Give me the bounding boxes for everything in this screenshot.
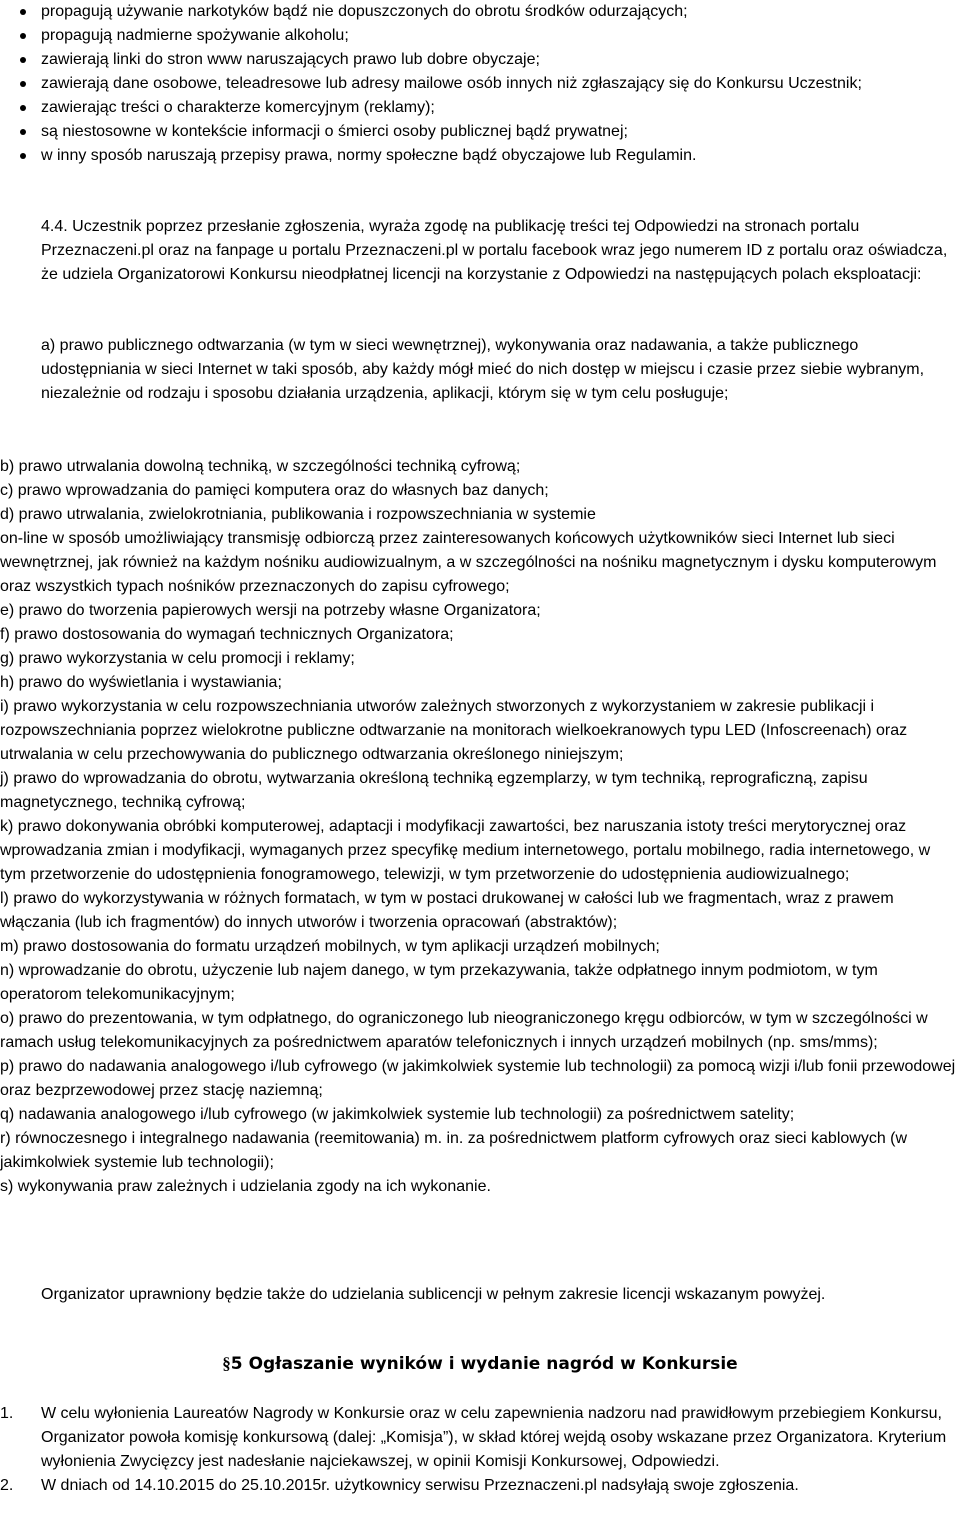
bullet-icon bbox=[20, 57, 26, 63]
list-item bbox=[0, 1474, 960, 1498]
list-item: i) prawo wykorzystania w celu rozpowszechniania utworów zależnych stworzonych z wykorzystaniem w zakresie publikacji i rozpowszechniania poprzez wielokrotne publiczne odtwarzanie na monitorach wielkoekranowych typu LED (Infoscreenach) oraz utrwalania w celu przechowywania do publicznego odtwarzania określonego niniejszym; bbox=[0, 698, 908, 763]
list-item bbox=[0, 1402, 960, 1474]
list-item: k) prawo dokonywania obróbki komputerowej, adaptacji i modyfikacji zawartości, bez naruszania istoty treści merytorycznej oraz wprowadzania zmian i modyfikacji, wymaganych przez specyfikę medium internetowego, portalu mobilnego, radia internetowego, w tym przetworzenie do udostępnienia fonogramowego, telewizji, w tym przetworzenie do udostępnienia audiowizualnego; bbox=[0, 818, 931, 883]
list-item: j) prawo do wprowadzania do obrotu, wytwarzania określoną techniką egzemplarzy, w tym techniką, reprograficzną, zapisu magnetycznego, techniką cyfrową; bbox=[0, 770, 868, 811]
list-item: f) prawo dostosowania do wymagań technicznych Organizatora; bbox=[0, 626, 454, 643]
list-item: p) prawo do nadawania analogowego i/lub cyfrowego (w jakimkolwiek systemie lub technologii) za pomocą wizji i/lub fonii przewodowej oraz bezprzewodowej przez stację naziemną; bbox=[0, 1058, 956, 1099]
prohibited-content-list bbox=[0, 0, 960, 168]
bullet-icon bbox=[20, 153, 26, 159]
bullet-icon bbox=[20, 129, 26, 135]
section-number: 5 bbox=[230, 1354, 243, 1374]
bullet-icon bbox=[20, 33, 26, 39]
clause-4-4: 4.4. Uczestnik poprzez przesłanie zgłoszenia, wyraża zgodę na publikację treści tej Odpowiedzi na stronach portalu Przeznaczeni.pl oraz na fanpage u portalu Przeznaczeni.pl w portalu facebook wraz jego numerem ID z portalu oraz oświadcza, że udziela Organizatorowi Konkursu nieodpłatnej licencji na korzystanie z Odpowiedzi na następujących polach eksploatacji: bbox=[41, 218, 948, 283]
list-item: l) prawo do wykorzystywania w różnych formatach, w tym w postaci drukowanej w całości lub we fragmentach, wraz z prawem włączania (lub ich fragmentów) do innych utworów i tworzenia opracowań (abstraktów); bbox=[0, 890, 894, 931]
list-item: zawierają dane osobowe, teleadresowe lub adresy mailowe osób innych niż zgłaszający się do Konkursu Uczestnik; bbox=[0, 72, 960, 96]
list-item: o) prawo do prezentowania, w tym odpłatnego, do ograniczonego lub nieograniczonego kręgu odbiorców, w tym w szczególności w ramach usług telekomunikacyjnych za pośrednictwem aparatów telefonicznych i innych urządzeń mobilnych (np. sms/mms); bbox=[0, 1010, 928, 1051]
bullet-icon bbox=[20, 9, 26, 15]
item-text: W celu wyłonienia Laureatów Nagrody w Konkursie oraz w celu zapewnienia nadzoru nad prawidłowym przebiegiem Konkursu, Organizator powoła komisję konkursową (dalej: „Komisja”), w skład której wejdą osoby wskazane przez Organizatora. Kryterium wyłonienia Zwycięzcy jest nadesłanie najciekawszej, w opinii Komisji Konkursowej, Odpowiedzi. bbox=[41, 1405, 947, 1470]
section-heading bbox=[0, 1352, 960, 1376]
list-item: m) prawo dostosowania do formatu urządzeń mobilnych, w tym aplikacji urządzeń mobilnych; bbox=[0, 938, 660, 955]
sublicence-paragraph: Organizator uprawniony będzie także do udzielania sublicencji w pełnym zakresie licencji wskazanym powyżej. bbox=[41, 1286, 826, 1303]
section-title: Ogłaszanie wyników i wydanie nagród w Konkursie bbox=[248, 1354, 738, 1374]
bullet-icon bbox=[20, 105, 26, 111]
item-number: 2. bbox=[0, 1477, 14, 1494]
list-item: propagują używanie narkotyków bądź nie dopuszczonych do obrotu środków odurzających; bbox=[0, 0, 960, 24]
list-item: on-line w sposób umożliwiający transmisję odbiorczą przez zainteresowanych końcowych użytkowników sieci Internet lub sieci wewnętrznej, jak również na każdym nośniku audiowizualnym, a w szczególności na nośniku magnetycznym i dysku komputerowym oraz wszystkich typach nośników przeznaczonych do zapisu cyfrowego; bbox=[0, 530, 937, 595]
list-item: c) prawo wprowadzania do pamięci komputera oraz do własnych baz danych; bbox=[0, 482, 549, 499]
list-item: r) równoczesnego i integralnego nadawania (reemitowania) m. in. za pośrednictwem platform cyfrowych oraz sieci kablowych (w jakimkolwiek systemie lub technologii); bbox=[0, 1130, 908, 1171]
results-numbered-list bbox=[0, 1402, 960, 1498]
bullet-icon bbox=[20, 81, 26, 87]
exploitation-fields-list bbox=[0, 455, 960, 1199]
list-item: q) nadawania analogowego i/lub cyfrowego (w jakimkolwiek systemie lub technologii) za pośrednictwem satelity; bbox=[0, 1106, 795, 1123]
list-item: zawierając treści o charakterze komercyjnym (reklamy); bbox=[0, 96, 960, 120]
list-item: g) prawo wykorzystania w celu promocji i reklamy; bbox=[0, 650, 355, 667]
list-item: w inny sposób naruszają przepisy prawa, normy społeczne bądź obyczajowe lub Regulamin. bbox=[0, 144, 960, 168]
list-item: n) wprowadzanie do obrotu, użyczenie lub najem danego, w tym przekazywania, także odpłatnego innym podmiotom, w tym operatorom telekomunikacyjnym; bbox=[0, 962, 878, 1003]
list-item: propagują nadmierne spożywanie alkoholu; bbox=[0, 24, 960, 48]
list-item: zawierają linki do stron www naruszających prawo lub dobre obyczaje; bbox=[0, 48, 960, 72]
list-item: b) prawo utrwalania dowolną techniką, w szczególności techniką cyfrową; bbox=[0, 458, 521, 475]
section-symbol: § bbox=[222, 1354, 231, 1373]
list-item: s) wykonywania praw zależnych i udzielania zgody na ich wykonanie. bbox=[0, 1178, 491, 1195]
field-item-a: a) prawo publicznego odtwarzania (w tym w sieci wewnętrznej), wykonywania oraz nadawania, a także publicznego udostępniania w sieci Internet w taki sposób, aby każdy mógł mieć do nich dostęp w miejscu i czasie przez siebie wybranym, niezależnie od rodzaju i sposobu działania urządzenia, aplikacji, którym się w tym celu posługuje; bbox=[41, 337, 925, 402]
list-item: d) prawo utrwalania, zwielokrotniania, publikowania i rozpowszechniania w systemie bbox=[0, 506, 596, 523]
list-item: h) prawo do wyświetlania i wystawiania; bbox=[0, 674, 282, 691]
item-number: 1. bbox=[0, 1405, 14, 1422]
item-text: W dniach od 14.10.2015 do 25.10.2015r. użytkownicy serwisu Przeznaczeni.pl nadsyłają swoje zgłoszenia. bbox=[41, 1477, 799, 1494]
list-item: są niestosowne w kontekście informacji o śmierci osoby publicznej bądź prywatnej; bbox=[0, 120, 960, 144]
list-item: e) prawo do tworzenia papierowych wersji na potrzeby własne Organizatora; bbox=[0, 602, 541, 619]
